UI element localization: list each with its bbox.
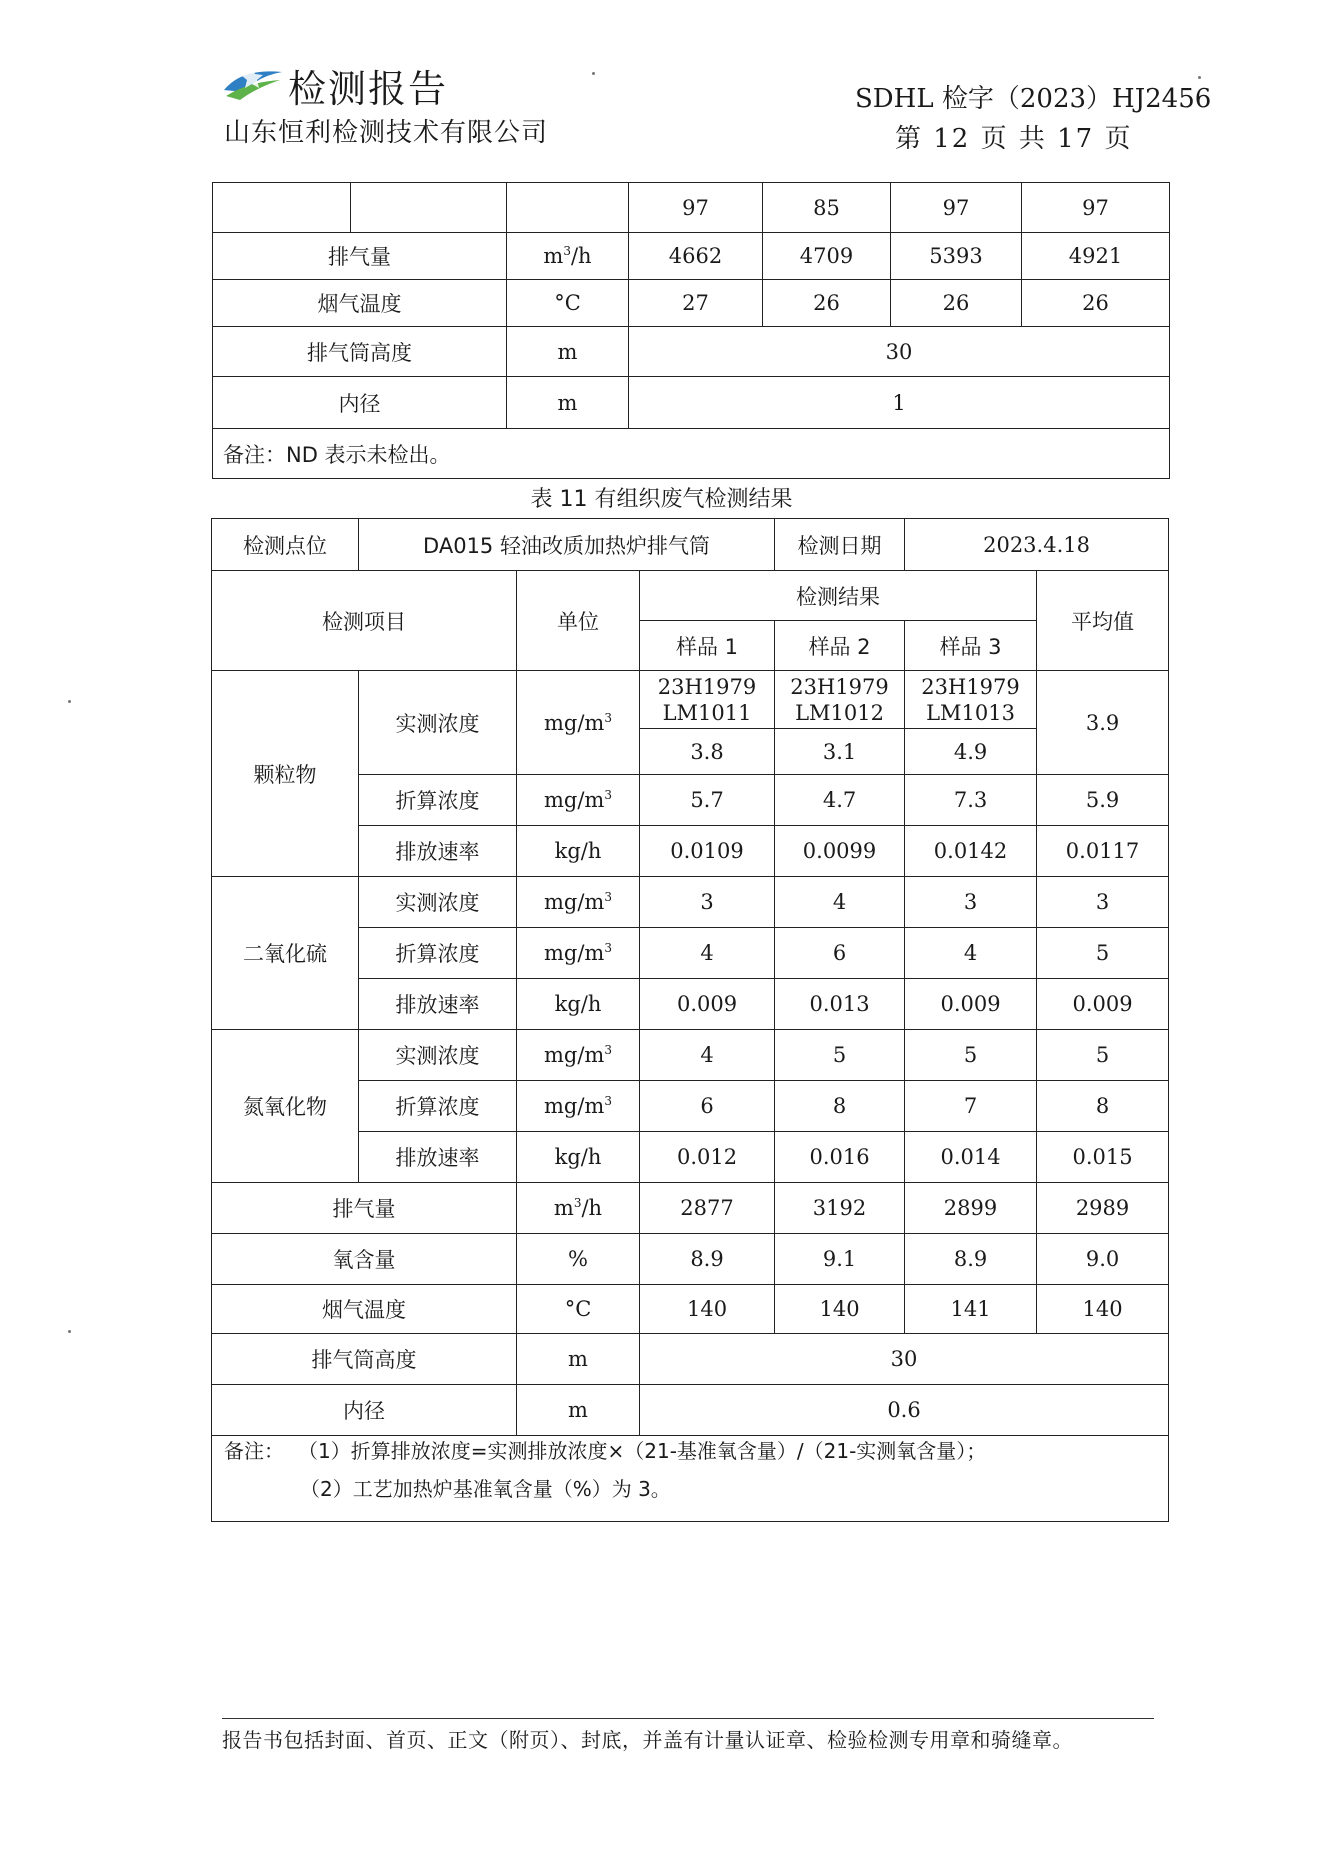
value-cell: 4 (905, 928, 1037, 979)
item-header: 检测项目 (212, 571, 517, 671)
sample-header: 样品 3 (905, 621, 1037, 671)
value-cell: 3192 (775, 1183, 905, 1234)
point-label: 检测点位 (212, 519, 359, 571)
avg-cell: 8 (1037, 1081, 1169, 1132)
value-cell: 0.009 (905, 979, 1037, 1030)
note-line-1: （1）折算排放浓度=实测排放浓度×（21-基准氧含量）/（21-实测氧含量）； (298, 1439, 987, 1463)
item-cell: 折算浓度 (359, 775, 517, 826)
table-cell: 97 (1022, 183, 1170, 233)
value-cell: 0.012 (640, 1132, 775, 1183)
table-row (212, 519, 1169, 571)
unit-cell: kg/h (517, 1132, 640, 1183)
value-cell: 6 (775, 928, 905, 979)
avg-cell: 5.9 (1037, 775, 1169, 826)
table-row (212, 1234, 1169, 1285)
table-row (212, 1334, 1169, 1385)
unit-cell: $mg/m^3$ (517, 1081, 640, 1132)
unit-cell: m (517, 1334, 640, 1385)
footer-text: 报告书包括封面、首页、正文（附页）、封底，并盖有计量认证章、检验检测专用章和骑缝章。 (222, 1728, 1073, 1752)
table-row (212, 1030, 1169, 1081)
table-cell: 97 (891, 183, 1022, 233)
unit-cell: °C (507, 280, 629, 327)
table-cell: 97 (629, 183, 763, 233)
sample-id: 23H1979 LM1012 (775, 671, 905, 729)
avg-cell: 3.9 (1037, 671, 1169, 775)
unit-cell: $mg/m^3$ (517, 928, 640, 979)
table-cell: 26 (1022, 280, 1170, 327)
item-cell: 折算浓度 (359, 928, 517, 979)
unit-cell: m (507, 377, 629, 429)
value-cell: 0.0142 (905, 826, 1037, 877)
result-header: 检测结果 (640, 571, 1037, 621)
report-number: SDHL 检字（2023）HJ2456 (855, 84, 1212, 114)
avg-header: 平均值 (1037, 571, 1169, 671)
value-cell: 8.9 (640, 1234, 775, 1285)
unit-cell: m (507, 327, 629, 377)
value-cell: 2877 (640, 1183, 775, 1234)
table-cell: 26 (763, 280, 891, 327)
avg-cell: 140 (1037, 1285, 1169, 1334)
item-cell: 实测浓度 (359, 877, 517, 928)
row-label: 排气筒高度 (212, 1334, 517, 1385)
row-label: 排气量 (213, 233, 507, 280)
row-label: 内径 (212, 1385, 517, 1436)
unit-cell: kg/h (517, 979, 640, 1030)
unit-cell: $mg/m^3$ (517, 671, 640, 775)
value-cell: 140 (775, 1285, 905, 1334)
date-label: 检测日期 (775, 519, 905, 571)
unit-cell: m (517, 1385, 640, 1436)
table-caption: 表 11 有组织废气检测结果 (530, 487, 793, 512)
avg-cell: 3 (1037, 877, 1169, 928)
avg-cell: 0.009 (1037, 979, 1169, 1030)
value-cell: 4 (640, 928, 775, 979)
scan-speck (68, 700, 71, 703)
pollutant-name: 氮氧化物 (212, 1030, 359, 1183)
sample-id: 23H1979 LM1013 (905, 671, 1037, 729)
value-cell: 2899 (905, 1183, 1037, 1234)
table-row (213, 429, 1170, 479)
value-cell: 5.7 (640, 775, 775, 826)
value-cell: 0.0109 (640, 826, 775, 877)
avg-cell: 9.0 (1037, 1234, 1169, 1285)
table-row (212, 1385, 1169, 1436)
value-cell: 0.009 (640, 979, 775, 1030)
row-label: 内径 (213, 377, 507, 429)
row-label: 排气筒高度 (213, 327, 507, 377)
value-cell: 6 (640, 1081, 775, 1132)
unit-cell: $mg/m^3$ (517, 775, 640, 826)
page-number: 第 12 页 共 17 页 (895, 124, 1133, 154)
table-note (224, 1432, 986, 1508)
scan-speck (1198, 76, 1201, 79)
sample-id: 23H1979 LM1011 (640, 671, 775, 729)
value-cell: 3.8 (640, 729, 775, 775)
row-label: 排气量 (212, 1183, 517, 1234)
value-cell: 4.7 (775, 775, 905, 826)
table-row (213, 377, 1170, 429)
table-row (212, 671, 1169, 729)
unit-cell: $mg/m^3$ (517, 1030, 640, 1081)
row-label: 烟气温度 (212, 1285, 517, 1334)
previous-table-continued (212, 182, 1170, 479)
sample-header: 样品 2 (775, 621, 905, 671)
value-cell: 3.1 (775, 729, 905, 775)
value-cell: 8 (775, 1081, 905, 1132)
value-cell: 141 (905, 1285, 1037, 1334)
note-line-2: （2）工艺加热炉基准氧含量（%）为 3。 (300, 1477, 671, 1501)
merged-value: 0.6 (640, 1385, 1169, 1436)
unit-cell: °C (517, 1285, 640, 1334)
sample-header: 样品 1 (640, 621, 775, 671)
table-cell: 5393 (891, 233, 1022, 280)
value-cell: 4 (640, 1030, 775, 1081)
value-cell: 9.1 (775, 1234, 905, 1285)
table-cell: 4921 (1022, 233, 1170, 280)
scan-speck (68, 1330, 71, 1333)
table-row (212, 877, 1169, 928)
item-cell: 排放速率 (359, 1132, 517, 1183)
row-label: 氧含量 (212, 1234, 517, 1285)
value-cell: 8.9 (905, 1234, 1037, 1285)
item-cell: 排放速率 (359, 979, 517, 1030)
value-cell: 0.0099 (775, 826, 905, 877)
table-note: 备注：ND 表示未检出。 (213, 429, 1170, 479)
row-label: 烟气温度 (213, 280, 507, 327)
value-cell: 5 (775, 1030, 905, 1081)
merged-value: 30 (629, 327, 1170, 377)
date-value: 2023.4.18 (905, 519, 1169, 571)
item-cell: 实测浓度 (359, 671, 517, 775)
avg-cell: 5 (1037, 928, 1169, 979)
table-row (213, 233, 1170, 280)
value-cell: 3 (905, 877, 1037, 928)
value-cell: 0.014 (905, 1132, 1037, 1183)
footer-divider (222, 1718, 1154, 1719)
value-cell: 7.3 (905, 775, 1037, 826)
value-cell: 3 (640, 877, 775, 928)
avg-cell: 5 (1037, 1030, 1169, 1081)
unit-cell: $m^3/h$ (517, 1183, 640, 1234)
table-cell: 4662 (629, 233, 763, 280)
scan-speck (592, 72, 595, 75)
unit-cell: $mg/m^3$ (517, 877, 640, 928)
item-cell: 折算浓度 (359, 1081, 517, 1132)
unit-cell: $m^3/h$ (507, 233, 629, 280)
pollutant-name: 颗粒物 (212, 671, 359, 877)
merged-value: 1 (629, 377, 1170, 429)
company-name: 山东恒利检测技术有限公司 (224, 118, 549, 148)
value-cell: 4.9 (905, 729, 1037, 775)
table-row (213, 183, 1170, 233)
table-row (213, 280, 1170, 327)
report-title: 检测报告 (288, 67, 449, 111)
avg-cell: 0.0117 (1037, 826, 1169, 877)
unit-cell: kg/h (517, 826, 640, 877)
value-cell: 140 (640, 1285, 775, 1334)
avg-cell: 2989 (1037, 1183, 1169, 1234)
merged-value: 30 (640, 1334, 1169, 1385)
table-row (212, 571, 1169, 621)
table-cell: 27 (629, 280, 763, 327)
table-cell: 26 (891, 280, 1022, 327)
value-cell: 0.013 (775, 979, 905, 1030)
value-cell: 5 (905, 1030, 1037, 1081)
table-row (213, 327, 1170, 377)
pollutant-name: 二氧化硫 (212, 877, 359, 1030)
table-11 (211, 518, 1169, 1522)
table-row (212, 1285, 1169, 1334)
item-cell: 排放速率 (359, 826, 517, 877)
table-cell: 4709 (763, 233, 891, 280)
table-cell: 85 (763, 183, 891, 233)
company-logo (222, 62, 284, 102)
note-label: 备注： (224, 1439, 284, 1463)
item-cell: 实测浓度 (359, 1030, 517, 1081)
point-value: DA015 轻油改质加热炉排气筒 (359, 519, 775, 571)
unit-header: 单位 (517, 571, 640, 671)
unit-cell: % (517, 1234, 640, 1285)
table-row (212, 1183, 1169, 1234)
value-cell: 0.016 (775, 1132, 905, 1183)
value-cell: 4 (775, 877, 905, 928)
avg-cell: 0.015 (1037, 1132, 1169, 1183)
value-cell: 7 (905, 1081, 1037, 1132)
